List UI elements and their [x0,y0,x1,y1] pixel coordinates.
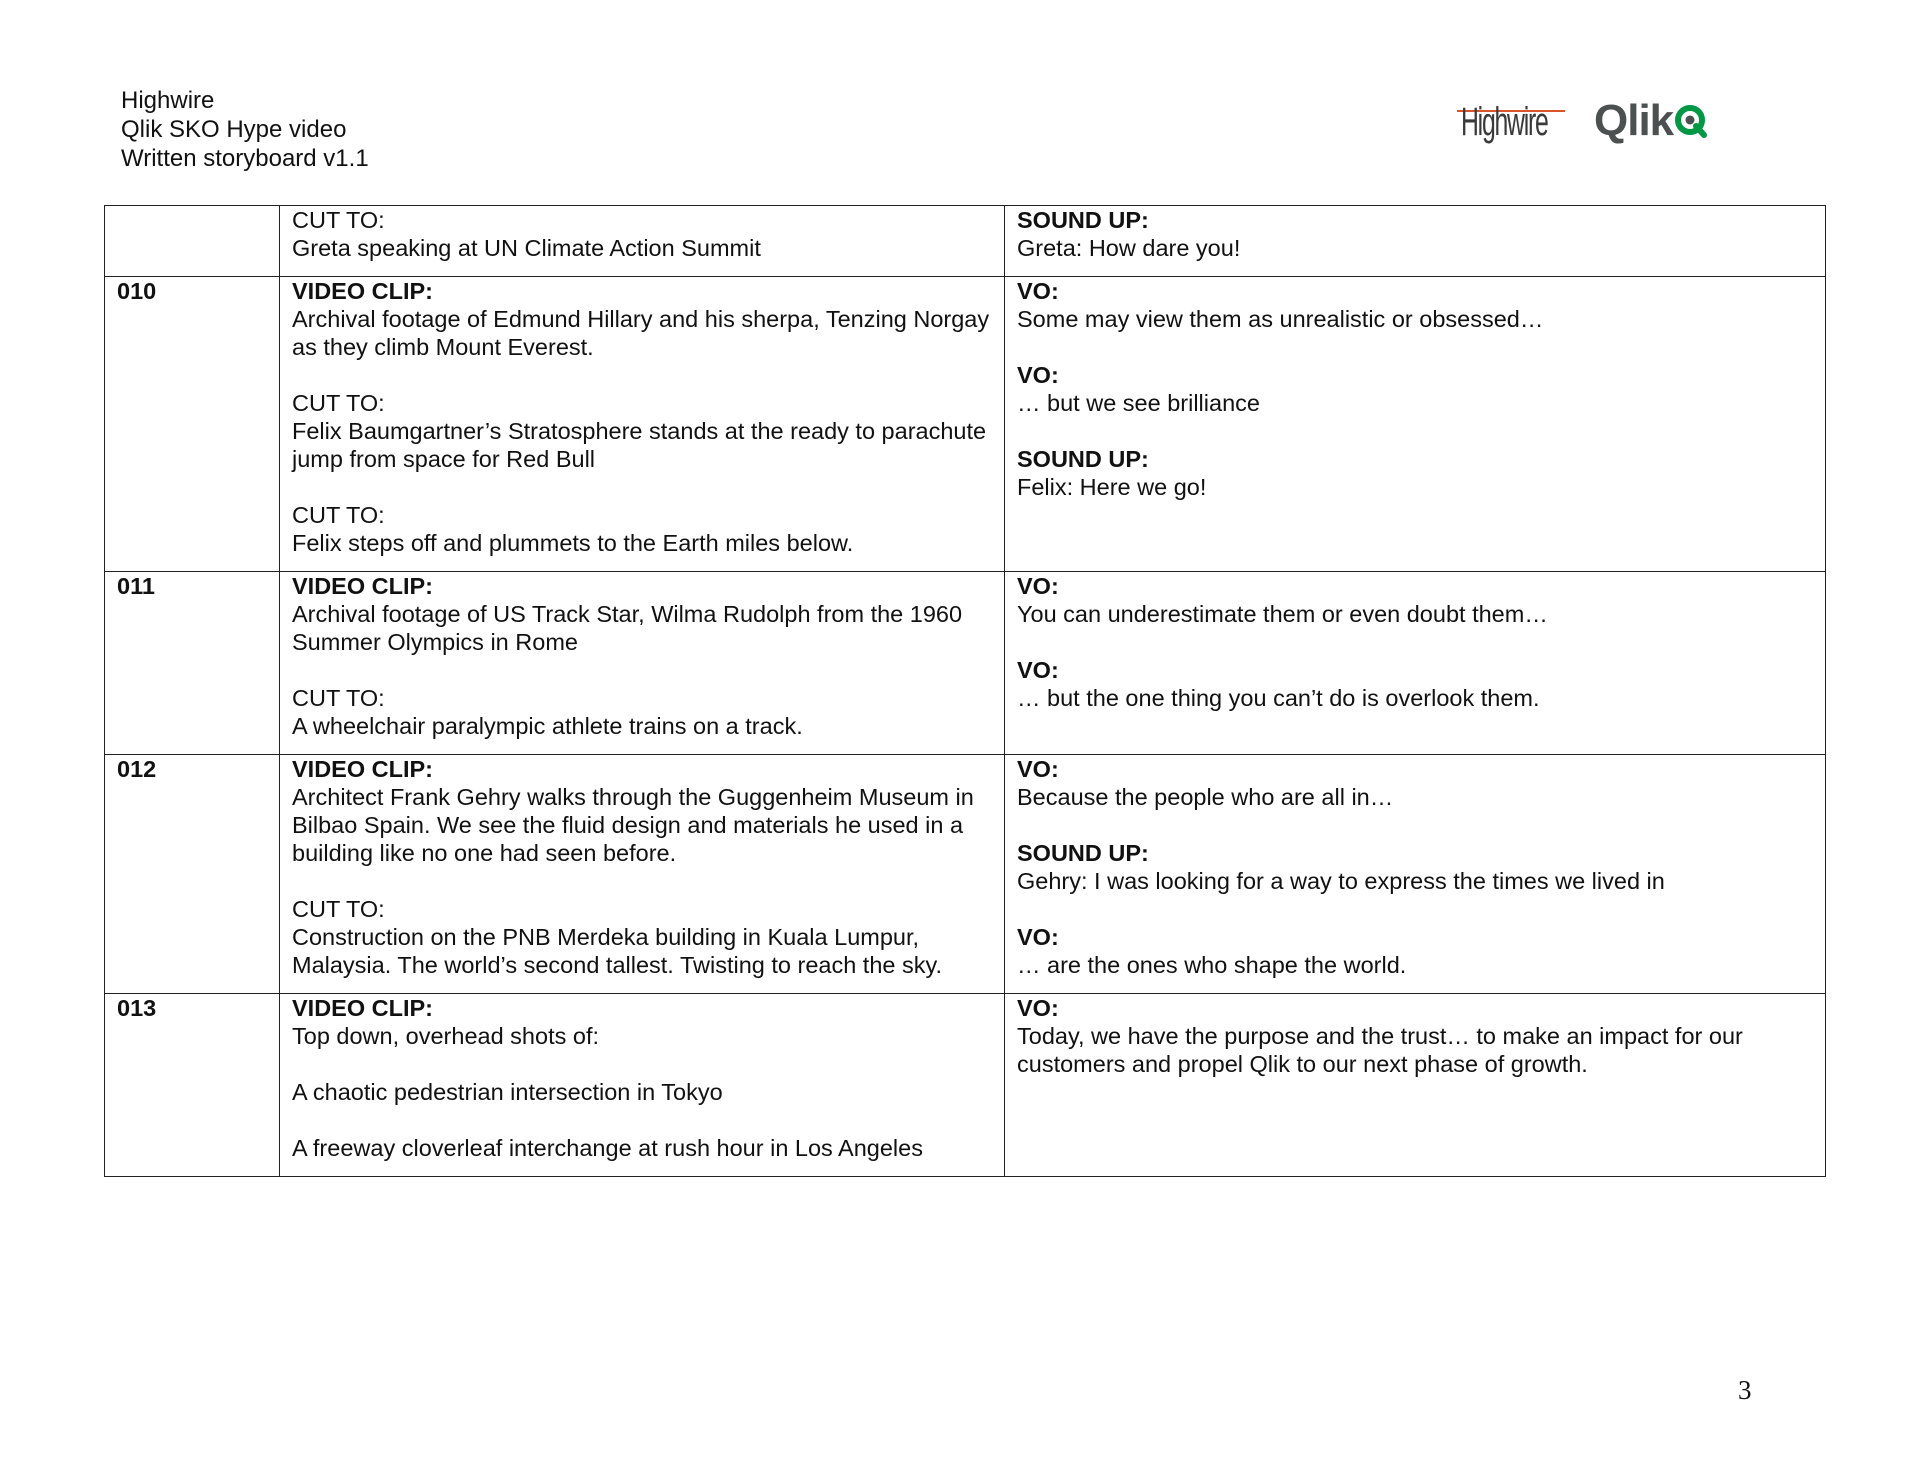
video-description: Felix Baumgartner’s Stratosphere stands at the ready to parachute jump from space for Red Bull [292,418,987,472]
audio-cue-label: VO: [1017,756,1059,782]
shot-number: 011 [105,572,280,755]
storyboard-body [105,206,1826,1177]
audio-line: Greta: How dare you! [1017,235,1241,261]
video-cell [280,572,1005,755]
audio-cue-label: VO: [1017,657,1059,683]
qlik-logo [1594,96,1707,146]
document-header [121,86,369,173]
video-direction-label: VIDEO CLIP: [292,995,434,1021]
audio-cue-label: SOUND UP: [1017,207,1149,233]
qlik-mark-icon [1675,104,1707,140]
video-description: Architect Frank Gehry walks through the Guggenheim Museum in Bilbao Spain. We see the fluid design and materials he used in a building like no one had seen before. [292,784,974,866]
video-description: Greta speaking at UN Climate Action Summit [292,235,761,261]
audio-block [1017,839,1813,895]
shot-number: 012 [105,755,280,994]
audio-cell [1005,755,1826,994]
audio-cue-label: SOUND UP: [1017,840,1149,866]
audio-line: You can underestimate them or even doubt them… [1017,601,1548,627]
audio-block [1017,361,1813,417]
video-block [292,389,992,473]
video-cell [280,755,1005,994]
video-block [292,684,992,740]
table-row [105,572,1826,755]
video-cell [280,206,1005,277]
video-cell [280,994,1005,1177]
video-cell [280,277,1005,572]
video-description: Archival footage of Edmund Hillary and his sherpa, Tenzing Norgay as they climb Mount Everest. [292,306,990,360]
video-block [292,206,992,262]
audio-block [1017,206,1813,262]
video-block [292,755,992,867]
audio-block [1017,445,1813,501]
video-block [292,1134,992,1162]
video-block [292,501,992,557]
audio-block [1017,755,1813,811]
video-description: Construction on the PNB Merdeka building in Kuala Lumpur, Malaysia. The world’s second tallest. Twisting to reach the sky. [292,924,943,978]
video-block [292,994,992,1050]
audio-line: … but the one thing you can’t do is overlook them. [1017,685,1540,711]
table-row [105,994,1826,1177]
video-direction-label: CUT TO: [292,896,385,922]
audio-cell [1005,994,1826,1177]
video-block [292,277,992,361]
storyboard-table [104,205,1826,1177]
video-direction-label: VIDEO CLIP: [292,573,434,599]
audio-block [1017,656,1813,712]
audio-cue-label: VO: [1017,362,1059,388]
audio-block [1017,994,1813,1078]
audio-block [1017,572,1813,628]
video-direction-label: CUT TO: [292,207,385,233]
audio-block [1017,277,1813,333]
video-direction-label: VIDEO CLIP: [292,756,434,782]
table-row [105,206,1826,277]
video-description: A freeway cloverleaf interchange at rush hour in Los Angeles [292,1135,923,1161]
audio-cue-label: VO: [1017,278,1059,304]
table-row [105,277,1826,572]
audio-line: Felix: Here we go! [1017,474,1207,500]
audio-line: Because the people who are all in… [1017,784,1394,810]
audio-cue-label: SOUND UP: [1017,446,1149,472]
audio-line: Today, we have the purpose and the trust… to make an impact for our customers and propel Qlik to our next phase of growth. [1017,1023,1743,1077]
audio-cue-label: VO: [1017,995,1059,1021]
page-number: 3 [1738,1375,1752,1405]
header-version: Written storyboard v1.1 [121,145,369,172]
video-direction-label: VIDEO CLIP: [292,278,434,304]
audio-line: … but we see brilliance [1017,390,1260,416]
table-row [105,755,1826,994]
audio-cue-label: VO: [1017,924,1059,950]
video-block [292,572,992,656]
video-description: Archival footage of US Track Star, Wilma Rudolph from the 1960 Summer Olympics in Rome [292,601,963,655]
qlik-logo-text: Qlik [1594,96,1674,145]
audio-cell [1005,572,1826,755]
video-direction-label: CUT TO: [292,502,385,528]
header-company: Highwire [121,87,215,114]
audio-cue-label: VO: [1017,573,1059,599]
video-description: Felix steps off and plummets to the Earth miles below. [292,530,854,556]
audio-line: Gehry: I was looking for a way to express the times we lived in [1017,868,1665,894]
audio-cell [1005,277,1826,572]
shot-number [105,206,280,277]
audio-block [1017,923,1813,979]
audio-line: Some may view them as unrealistic or obsessed… [1017,306,1544,332]
highwire-logo [1457,98,1565,150]
video-direction-label: CUT TO: [292,390,385,416]
video-block [292,895,992,979]
shot-number: 010 [105,277,280,572]
video-block [292,1078,992,1106]
video-direction-label: CUT TO: [292,685,385,711]
audio-cell [1005,206,1826,277]
audio-line: … are the ones who shape the world. [1017,952,1407,978]
video-description: A chaotic pedestrian intersection in Tokyo [292,1079,723,1105]
video-description: Top down, overhead shots of: [292,1023,600,1049]
header-project: Qlik SKO Hype video [121,116,347,143]
shot-number: 013 [105,994,280,1177]
highwire-logo-text: Highwire [1461,100,1548,144]
video-description: A wheelchair paralympic athlete trains on a track. [292,713,803,739]
